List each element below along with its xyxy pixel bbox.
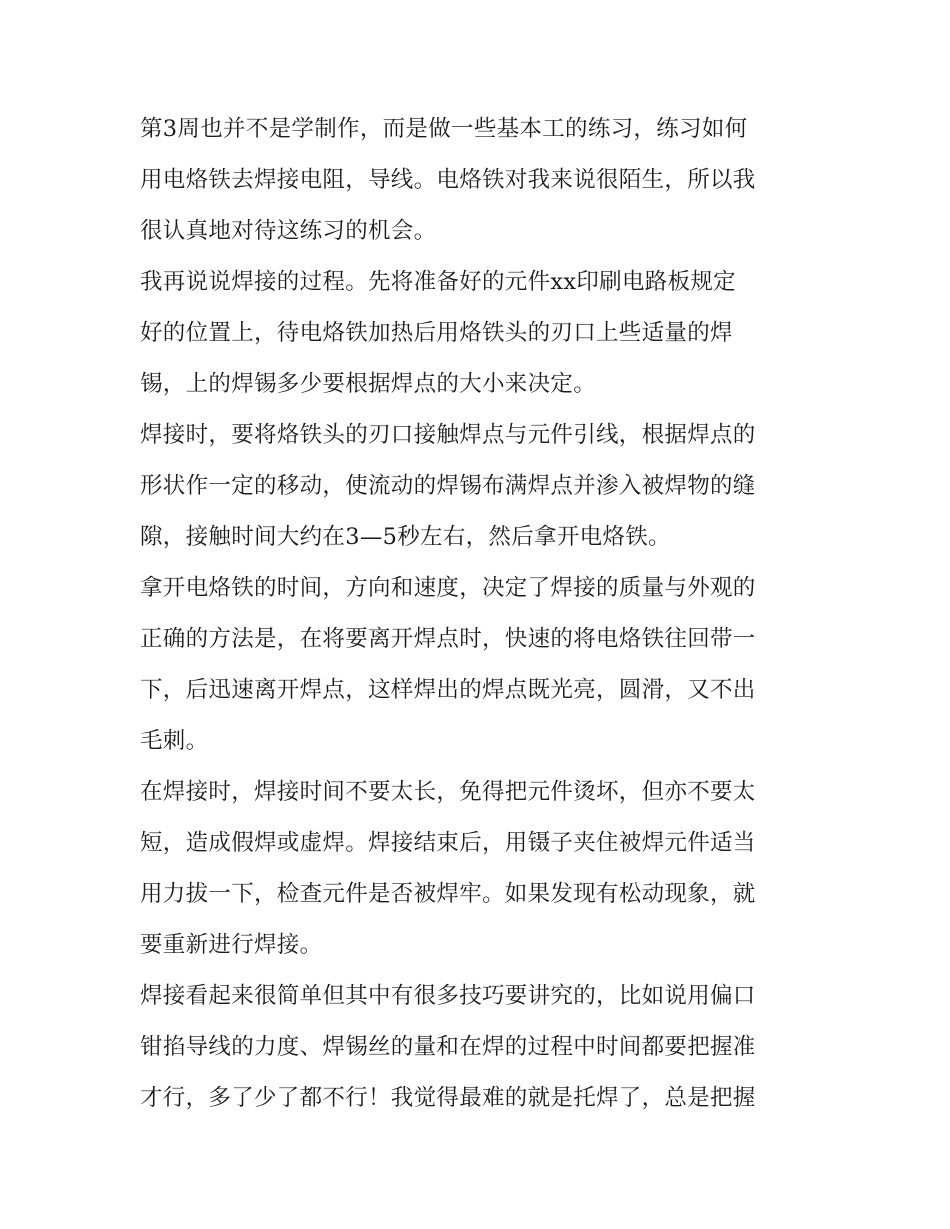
text-line: 第3周也并不是学制作，而是做一些基本工的练习，练习如何 — [140, 116, 748, 142]
text-line: 要重新进行焊接。 — [140, 932, 323, 958]
text-line: 很认真地对待这练习的机会。 — [140, 218, 437, 244]
text-line: 下，后迅速离开焊点，这样焊出的焊点既光亮，圆滑，又不出 — [140, 677, 756, 703]
text-line: 焊接看起来很简单但其中有很多技巧要讲究的，比如说用偏口 — [140, 983, 756, 1009]
text-line: 正确的方法是，在将要离开焊点时，快速的将电烙铁往回带一 — [140, 626, 756, 652]
text-line: 才行，多了少了都不行！我觉得最难的就是托焊了，总是把握 — [140, 1085, 756, 1111]
text-line: 用电烙铁去焊接电阻，导线。电烙铁对我来说很陌生，所以我 — [140, 167, 756, 193]
text-line: 我再说说焊接的过程。先将准备好的元件xx印刷电路板规定 — [140, 269, 736, 295]
text-line: 用力拔一下，检查元件是否被焊牢。如果发现有松动现象，就 — [140, 881, 756, 907]
text-line: 毛刺。 — [140, 728, 209, 754]
text-line: 好的位置上，待电烙铁加热后用烙铁头的刃口上些适量的焊 — [140, 320, 733, 346]
text-line: 形状作一定的移动，使流动的焊锡布满焊点并渗入被焊物的缝 — [140, 473, 756, 499]
text-line: 隙，接触时间大约在3—5秒左右，然后拿开电烙铁。 — [140, 524, 671, 550]
text-line: 短，造成假焊或虚焊。焊接结束后，用镊子夹住被焊元件适当 — [140, 830, 756, 856]
text-line: 在焊接时，焊接时间不要太长，免得把元件烫坏，但亦不要太 — [140, 779, 756, 805]
text-line: 焊接时，要将烙铁头的刃口接触焊点与元件引线，根据焊点的 — [140, 422, 756, 448]
text-line: 拿开电烙铁的时间，方向和速度，决定了焊接的质量与外观的 — [140, 575, 756, 601]
text-line: 钳掐导线的力度、焊锡丝的量和在焊的过程中时间都要把握准 — [140, 1034, 756, 1060]
text-line: 锡，上的焊锡多少要根据焊点的大小来决定。 — [140, 371, 597, 397]
